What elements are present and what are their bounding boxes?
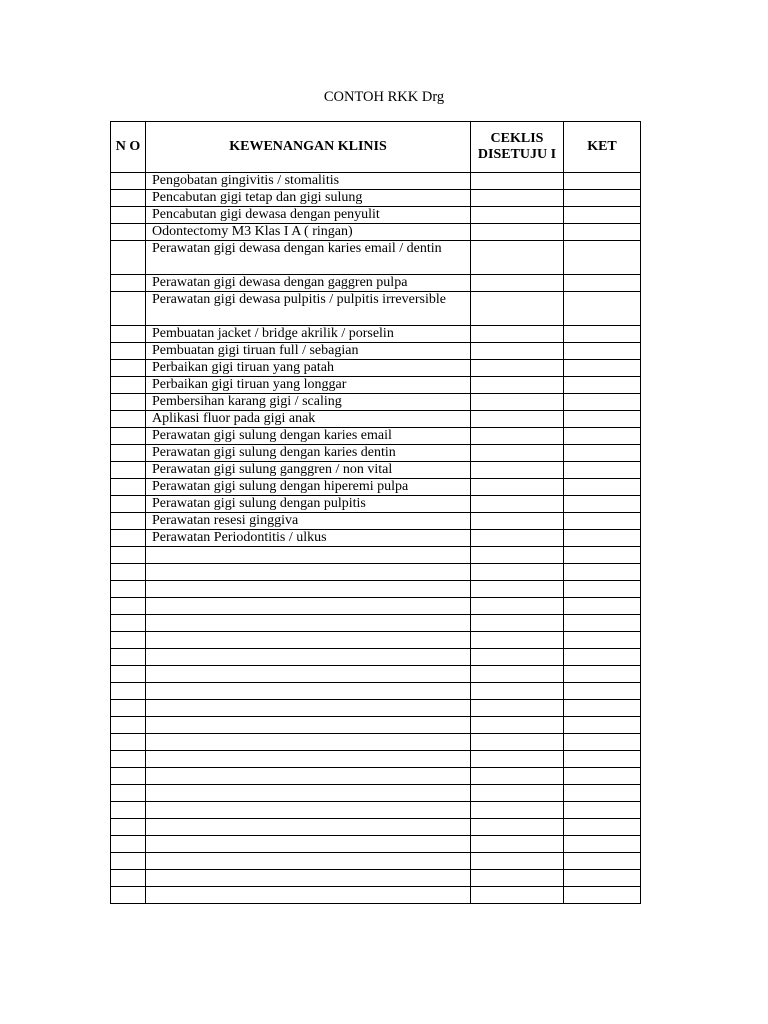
cell-kewenangan-klinis: Perawatan gigi sulung dengan karies dentin xyxy=(146,445,471,462)
cell-ceklis-disetujui xyxy=(471,224,564,241)
cell-kewenangan-klinis: Perawatan gigi sulung dengan karies email xyxy=(146,428,471,445)
cell-no xyxy=(111,564,146,581)
table-row xyxy=(111,547,641,564)
cell-ceklis-disetujui xyxy=(471,887,564,904)
cell-ceklis-disetujui xyxy=(471,530,564,547)
cell-ket xyxy=(564,173,641,190)
table-row xyxy=(111,887,641,904)
cell-ceklis-disetujui xyxy=(471,207,564,224)
cell-ceklis-disetujui xyxy=(471,649,564,666)
cell-ket xyxy=(564,343,641,360)
cell-kewenangan-klinis: Pencabutan gigi dewasa dengan penyulit xyxy=(146,207,471,224)
cell-ceklis-disetujui xyxy=(471,513,564,530)
cell-no xyxy=(111,173,146,190)
cell-kewenangan-klinis xyxy=(146,785,471,802)
cell-no xyxy=(111,360,146,377)
cell-kewenangan-klinis: Perawatan gigi dewasa pulpitis / pulpitis irreversible xyxy=(146,292,471,326)
cell-kewenangan-klinis: Perawatan gigi dewasa dengan gaggren pulpa xyxy=(146,275,471,292)
table-row xyxy=(111,394,641,411)
cell-no xyxy=(111,190,146,207)
cell-no xyxy=(111,445,146,462)
table-row xyxy=(111,768,641,785)
cell-ket xyxy=(564,530,641,547)
table-row xyxy=(111,190,641,207)
cell-no xyxy=(111,292,146,326)
cell-ceklis-disetujui xyxy=(471,700,564,717)
cell-ket xyxy=(564,802,641,819)
cell-ket xyxy=(564,666,641,683)
cell-kewenangan-klinis: Aplikasi fluor pada gigi anak xyxy=(146,411,471,428)
cell-no xyxy=(111,547,146,564)
table-row xyxy=(111,411,641,428)
header-ket: KET xyxy=(564,122,641,173)
table-row xyxy=(111,428,641,445)
cell-no xyxy=(111,377,146,394)
cell-ceklis-disetujui xyxy=(471,496,564,513)
table-row xyxy=(111,785,641,802)
cell-kewenangan-klinis xyxy=(146,581,471,598)
cell-ceklis-disetujui xyxy=(471,870,564,887)
cell-no xyxy=(111,513,146,530)
cell-no xyxy=(111,870,146,887)
cell-kewenangan-klinis xyxy=(146,734,471,751)
table-row xyxy=(111,666,641,683)
cell-ket xyxy=(564,445,641,462)
cell-no xyxy=(111,479,146,496)
cell-ceklis-disetujui xyxy=(471,717,564,734)
table-row xyxy=(111,241,641,275)
cell-ket xyxy=(564,836,641,853)
cell-no xyxy=(111,496,146,513)
cell-no xyxy=(111,598,146,615)
cell-ket xyxy=(564,241,641,275)
table-row xyxy=(111,734,641,751)
header-kewenangan-klinis: KEWENANGAN KLINIS xyxy=(146,122,471,173)
cell-ceklis-disetujui xyxy=(471,751,564,768)
cell-no xyxy=(111,785,146,802)
table-row xyxy=(111,326,641,343)
cell-kewenangan-klinis: Odontectomy M3 Klas I A ( ringan) xyxy=(146,224,471,241)
cell-ket xyxy=(564,360,641,377)
cell-ceklis-disetujui xyxy=(471,394,564,411)
cell-kewenangan-klinis xyxy=(146,887,471,904)
cell-ceklis-disetujui xyxy=(471,853,564,870)
cell-kewenangan-klinis: Pencabutan gigi tetap dan gigi sulung xyxy=(146,190,471,207)
table-row xyxy=(111,496,641,513)
table-row xyxy=(111,581,641,598)
table-row xyxy=(111,462,641,479)
cell-kewenangan-klinis xyxy=(146,717,471,734)
table-row xyxy=(111,853,641,870)
cell-ceklis-disetujui xyxy=(471,411,564,428)
table-row xyxy=(111,360,641,377)
table-row xyxy=(111,802,641,819)
cell-ket xyxy=(564,326,641,343)
cell-kewenangan-klinis: Perbaikan gigi tiruan yang longgar xyxy=(146,377,471,394)
cell-ceklis-disetujui xyxy=(471,547,564,564)
cell-no xyxy=(111,411,146,428)
table-row xyxy=(111,717,641,734)
cell-no xyxy=(111,207,146,224)
cell-no xyxy=(111,462,146,479)
table-row xyxy=(111,377,641,394)
cell-kewenangan-klinis xyxy=(146,649,471,666)
cell-kewenangan-klinis xyxy=(146,598,471,615)
table-header-row xyxy=(111,122,641,173)
cell-no xyxy=(111,428,146,445)
rkk-table xyxy=(110,121,641,904)
table-row xyxy=(111,513,641,530)
cell-no xyxy=(111,819,146,836)
cell-ket xyxy=(564,734,641,751)
cell-ket xyxy=(564,870,641,887)
cell-kewenangan-klinis xyxy=(146,666,471,683)
table-row xyxy=(111,343,641,360)
cell-ceklis-disetujui xyxy=(471,292,564,326)
cell-ceklis-disetujui xyxy=(471,581,564,598)
cell-ceklis-disetujui xyxy=(471,666,564,683)
cell-no xyxy=(111,751,146,768)
cell-ceklis-disetujui xyxy=(471,734,564,751)
cell-ket xyxy=(564,428,641,445)
cell-no xyxy=(111,632,146,649)
table-row xyxy=(111,479,641,496)
cell-ket xyxy=(564,462,641,479)
table-row xyxy=(111,649,641,666)
cell-ceklis-disetujui xyxy=(471,241,564,275)
cell-kewenangan-klinis: Perawatan gigi sulung ganggren / non vital xyxy=(146,462,471,479)
cell-no xyxy=(111,530,146,547)
cell-ket xyxy=(564,190,641,207)
cell-kewenangan-klinis xyxy=(146,870,471,887)
table-row xyxy=(111,836,641,853)
cell-ceklis-disetujui xyxy=(471,632,564,649)
cell-kewenangan-klinis xyxy=(146,768,471,785)
cell-ket xyxy=(564,700,641,717)
table-row xyxy=(111,445,641,462)
cell-no xyxy=(111,802,146,819)
cell-ceklis-disetujui xyxy=(471,802,564,819)
cell-ket xyxy=(564,598,641,615)
cell-ket xyxy=(564,292,641,326)
table-row xyxy=(111,292,641,326)
cell-kewenangan-klinis: Pembuatan gigi tiruan full / sebagian xyxy=(146,343,471,360)
table-row xyxy=(111,598,641,615)
cell-ket xyxy=(564,615,641,632)
cell-ket xyxy=(564,632,641,649)
cell-ceklis-disetujui xyxy=(471,190,564,207)
cell-no xyxy=(111,394,146,411)
cell-no xyxy=(111,853,146,870)
cell-ceklis-disetujui xyxy=(471,462,564,479)
cell-ket xyxy=(564,394,641,411)
cell-ket xyxy=(564,768,641,785)
cell-no xyxy=(111,326,146,343)
cell-no xyxy=(111,887,146,904)
header-no: N O xyxy=(111,122,146,173)
cell-ceklis-disetujui xyxy=(471,360,564,377)
cell-ceklis-disetujui xyxy=(471,445,564,462)
cell-ceklis-disetujui xyxy=(471,428,564,445)
cell-ceklis-disetujui xyxy=(471,683,564,700)
cell-kewenangan-klinis: Perawatan resesi ginggiva xyxy=(146,513,471,530)
cell-kewenangan-klinis: Perawatan gigi sulung dengan hiperemi pulpa xyxy=(146,479,471,496)
cell-kewenangan-klinis: Pembersihan karang gigi / scaling xyxy=(146,394,471,411)
cell-ket xyxy=(564,751,641,768)
cell-no xyxy=(111,343,146,360)
cell-no xyxy=(111,241,146,275)
cell-ceklis-disetujui xyxy=(471,275,564,292)
cell-kewenangan-klinis xyxy=(146,615,471,632)
table-row xyxy=(111,683,641,700)
cell-ket xyxy=(564,581,641,598)
cell-ket xyxy=(564,479,641,496)
table-row xyxy=(111,819,641,836)
table-row xyxy=(111,632,641,649)
cell-kewenangan-klinis xyxy=(146,632,471,649)
cell-kewenangan-klinis xyxy=(146,547,471,564)
table-row xyxy=(111,207,641,224)
table-row xyxy=(111,615,641,632)
cell-no xyxy=(111,683,146,700)
cell-kewenangan-klinis: Perawatan gigi sulung dengan pulpitis xyxy=(146,496,471,513)
cell-ket xyxy=(564,887,641,904)
cell-kewenangan-klinis xyxy=(146,802,471,819)
cell-ket xyxy=(564,683,641,700)
cell-no xyxy=(111,666,146,683)
cell-kewenangan-klinis xyxy=(146,853,471,870)
cell-kewenangan-klinis xyxy=(146,683,471,700)
cell-no xyxy=(111,275,146,292)
cell-no xyxy=(111,224,146,241)
cell-ceklis-disetujui xyxy=(471,343,564,360)
cell-ket xyxy=(564,377,641,394)
table-row xyxy=(111,870,641,887)
table-row xyxy=(111,275,641,292)
cell-ceklis-disetujui xyxy=(471,768,564,785)
cell-ceklis-disetujui xyxy=(471,479,564,496)
cell-ket xyxy=(564,649,641,666)
cell-ket xyxy=(564,496,641,513)
cell-ket xyxy=(564,853,641,870)
cell-ceklis-disetujui xyxy=(471,377,564,394)
cell-ceklis-disetujui xyxy=(471,819,564,836)
cell-no xyxy=(111,700,146,717)
cell-kewenangan-klinis xyxy=(146,751,471,768)
cell-kewenangan-klinis xyxy=(146,836,471,853)
table-row xyxy=(111,224,641,241)
cell-kewenangan-klinis: Pembuatan jacket / bridge akrilik / porselin xyxy=(146,326,471,343)
table-row xyxy=(111,564,641,581)
table-row xyxy=(111,700,641,717)
cell-no xyxy=(111,649,146,666)
cell-ket xyxy=(564,717,641,734)
cell-ket xyxy=(564,819,641,836)
document-title: CONTOH RKK Drg xyxy=(323,89,445,105)
cell-kewenangan-klinis: Perbaikan gigi tiruan yang patah xyxy=(146,360,471,377)
table-row xyxy=(111,530,641,547)
table-row xyxy=(111,173,641,190)
cell-ket xyxy=(564,547,641,564)
cell-no xyxy=(111,615,146,632)
cell-ceklis-disetujui xyxy=(471,615,564,632)
cell-ceklis-disetujui xyxy=(471,598,564,615)
cell-ket xyxy=(564,224,641,241)
cell-ket xyxy=(564,564,641,581)
cell-kewenangan-klinis: Pengobatan gingivitis / stomalitis xyxy=(146,173,471,190)
cell-ket xyxy=(564,785,641,802)
cell-ket xyxy=(564,275,641,292)
cell-ket xyxy=(564,411,641,428)
cell-no xyxy=(111,836,146,853)
table-row xyxy=(111,751,641,768)
cell-kewenangan-klinis: Perawatan Periodontitis / ulkus xyxy=(146,530,471,547)
cell-ket xyxy=(564,207,641,224)
cell-kewenangan-klinis xyxy=(146,819,471,836)
header-ceklis-disetujui: CEKLIS DISETUJU I xyxy=(471,122,564,173)
cell-no xyxy=(111,734,146,751)
cell-no xyxy=(111,768,146,785)
cell-ceklis-disetujui xyxy=(471,785,564,802)
table-body xyxy=(111,173,641,904)
cell-ket xyxy=(564,513,641,530)
cell-kewenangan-klinis xyxy=(146,564,471,581)
cell-kewenangan-klinis: Perawatan gigi dewasa dengan karies email / dentin xyxy=(146,241,471,275)
cell-ceklis-disetujui xyxy=(471,326,564,343)
cell-ceklis-disetujui xyxy=(471,836,564,853)
cell-ceklis-disetujui xyxy=(471,173,564,190)
cell-ceklis-disetujui xyxy=(471,564,564,581)
cell-no xyxy=(111,717,146,734)
cell-kewenangan-klinis xyxy=(146,700,471,717)
cell-no xyxy=(111,581,146,598)
